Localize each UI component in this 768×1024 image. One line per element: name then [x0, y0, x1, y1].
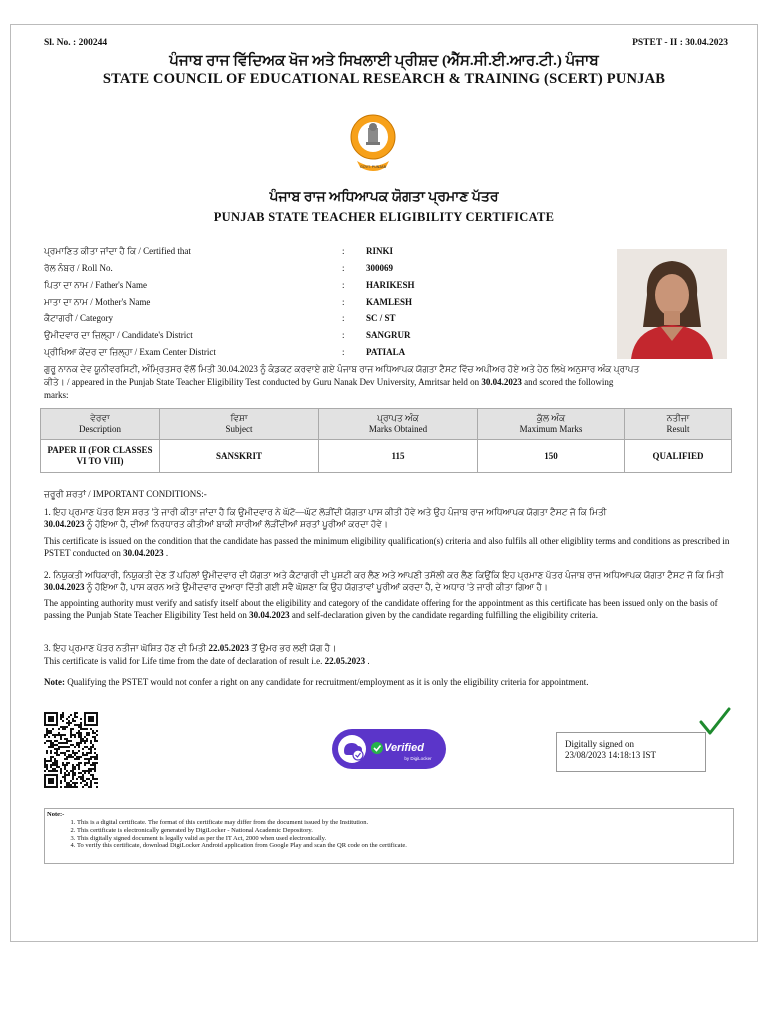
statement-english: ਕੀਤੇ। / appeared in the Punjab State Teacher Eligibility Test conducted by Guru Nanak Dev University, Amritsar held on 30.04.2023 and scored the following [44, 377, 614, 387]
list-item: 1. This is a digital certificate. The format of this certificate may differ from the document issued by the Institution. [77, 819, 407, 827]
svg-text:GOVT. PUNJAB: GOVT. PUNJAB [360, 165, 386, 169]
digital-signature-box: Digitally signed on 23/08/2023 14:18:13 IST [556, 732, 706, 772]
condition-1-english: This certificate is issued on the condition that the candidate has passed the minimum eligibility qualification(s) criteria and also fulfils all other eligiblity terms and conditions as prescribed in PSTET conducted on 30.04.2023 . [44, 536, 730, 558]
info-row-category: ਕੈਟਾਗਰੀ / Category : SC / ST [44, 313, 396, 323]
col-maximum-marks: ਕੁੱਲ ਅੰਕ Maximum Marks [478, 409, 625, 440]
serial-number: Sl. No. : 200244 [44, 38, 108, 48]
svg-text:Verified: Verified [384, 742, 424, 754]
subject: SANSKRIT [160, 440, 319, 473]
maximum-marks: 150 [478, 440, 625, 473]
col-description: ਵੇਰਵਾ Description [41, 409, 160, 440]
col-marks-obtained: ਪ੍ਰਾਪਤ ਅੰਕ Marks Obtained [319, 409, 478, 440]
table-header-row [41, 409, 732, 440]
col-subject: ਵਿਸ਼ਾ Subject [160, 409, 319, 440]
info-row-district: ਉਮੀਦਵਾਰ ਦਾ ਜ਼ਿਲ੍ਹਾ / Candidate's District : SANGRUR [44, 330, 411, 340]
eligibility-note: Note: Qualifying the PSTET would not confer a right on any candidate for recruitment/employment as it is only the eligibility criteria for appointment. [44, 677, 589, 687]
list-item: 4. To verify this certificate, download DigiLocker Android application from Google Play and scan the QR code on the certificate. [77, 842, 407, 850]
list-item: 3. This digitally signed document is legally valid as per the IT Act, 2000 when used electronically. [77, 835, 407, 843]
council-title-punjabi: ਪੰਜਾਬ ਰਾਜ ਵਿੱਦਿਅਕ ਖੋਜ ਅਤੇ ਸਿਖਲਾਈ ਪ੍ਰੀਸ਼ਦ (ਐੱਸ.ਸੀ.ਈ.ਆਰ.ਟੀ.) ਪੰਜਾਬ [169, 53, 599, 69]
paper-description: PAPER II (FOR CLASSES VI TO VIII) [41, 440, 160, 473]
condition-2-punjabi: 2. ਨਿਯੁਕਤੀ ਅਧਿਕਾਰੀ, ਨਿਯੁਕਤੀ ਦੇਣ ਤੋਂ ਪਹਿਲਾਂ ਉਮੀਦਵਾਰ ਦੀ ਯੋਗਤਾ ਅਤੇ ਕੈਟਾਗਰੀ ਦੀ ਪੁਸ਼ਟੀ ਕਰ ਲੈਣ ਅਤੇ ਆਪਣੀ ਤਸੱਲੀ ਕਰ ਲੈਣ ਕਿਉਂਕਿ ਇਹ ਪ੍ਰਮਾਣ ਪੱਤਰ ਪੰਜਾਬ ਰਾਜ ਅਧਿਆਪਕ ਯੋਗਤਾ ਟੈਸਟ ਜੋ ਕਿ ਮਿਤੀ 30.04.2023 ਨੂੰ ਹੋਇਆ ਹੈ, ਪਾਸ ਕਰਨ ਅਤੇ ਉਮੀਦਵਾਰ ਦੁਆਰਾ ਦਿੱਤੀ ਗਈ ਸਵੈ ਘੋਸ਼ਣਾ ਕਿ ਉਹ ਯੋਗਤਾਵਾਂ ਪੂਰੀਆਂ ਕਰਦਾ ਹੈ, ਦੇ ਅਧਾਰ 'ਤੇ ਜਾਰੀ ਕੀਤਾ ਗਿਆ ਹੈ। [44, 570, 724, 592]
roll-number: 300069 [366, 263, 393, 273]
table-row [41, 440, 732, 473]
candidate-name: RINKI [366, 246, 394, 256]
svg-text:by DigiLocker: by DigiLocker [404, 756, 432, 761]
condition-3-punjabi: 3. ਇਹ ਪ੍ਰਮਾਣ ਪੱਤਰ ਨਤੀਜਾ ਘੋਸ਼ਿਤ ਹੋਣ ਦੀ ਮਿਤੀ 22.05.2023 ਤੋਂ ਉਮਰ ਭਰ ਲਈ ਯੋਗ ਹੈ। [44, 643, 337, 653]
mother-name: KAMLESH [366, 297, 413, 307]
digital-certificate-notes: Note:- 1. This is a digital certificate. The format of this certificate may differ from the document issued by the Institution. 2. This certificate is electronically generated by DigiLocker - National Academic Depository. 3. This digitally signed document is legally valid as per the IT Act, 2000 when used electronically. 4. To verify this certificate, download DigiLocker Android application from Google Play and scan the QR code on the certificate. [44, 808, 734, 864]
certificate-title-punjabi: ਪੰਜਾਬ ਰਾਜ ਅਧਿਆਪਕ ਯੋਗਤਾ ਪ੍ਰਮਾਣ ਪੱਤਰ [269, 190, 499, 205]
candidate-photo [617, 249, 727, 359]
candidate-district: SANGRUR [366, 330, 411, 340]
punjab-emblem [349, 97, 397, 185]
father-name: HARIKESH [366, 280, 415, 290]
info-row-certified: ਪ੍ਰਮਾਣਿਤ ਕੀਤਾ ਜਾਂਦਾ ਹੈ ਕਿ / Certified that : RINKI [44, 246, 394, 256]
condition-3-english: This certificate is valid for Life time from the date of declaration of result i.e. 22.05.2023 . [44, 656, 370, 666]
qr-code[interactable] [44, 712, 98, 788]
marks-obtained: 115 [319, 440, 478, 473]
conditions-heading: ਜ਼ਰੂਰੀ ਸ਼ਰਤਾਂ / IMPORTANT CONDITIONS:- [44, 489, 207, 499]
digilocker-verified-badge[interactable] [332, 729, 446, 769]
statement-punjabi: ਗੁਰੂ ਨਾਨਕ ਦੇਵ ਯੂਨੀਵਰਸਿਟੀ, ਅੰਮ੍ਰਿਤਸਰ ਵੱਲੋਂ ਮਿਤੀ 30.04.2023 ਨੂੰ ਕੰਡਕਟ ਕਰਵਾਏ ਗਏ ਪੰਜਾਬ ਰਾਜ ਅਧਿਆਪਕ ਯੋਗਤਾ ਟੈਸਟ ਵਿੱਚ ਅਪੀਅਰ ਹੋਏ ਅਤੇ ਹੇਠ ਲਿਖੇ ਅਨੁਸਾਰ ਅੰਕ ਪ੍ਰਾਪਤ [44, 364, 640, 374]
info-row-father: ਪਿਤਾ ਦਾ ਨਾਮ / Father's Name : HARIKESH [44, 280, 415, 290]
result: QUALIFIED [625, 440, 732, 473]
col-result: ਨਤੀਜਾ Result [625, 409, 732, 440]
info-row-mother: ਮਾਤਾ ਦਾ ਨਾਮ / Mother's Name : KAMLESH [44, 297, 413, 307]
exam-center-district: PATIALA [366, 347, 406, 357]
exam-date: PSTET - II : 30.04.2023 [632, 38, 728, 48]
marks-table [40, 408, 732, 473]
info-row-roll: ਰੋਲ ਨੰਬਰ / Roll No. : 300069 [44, 263, 393, 273]
statement-english-line2: marks: [44, 390, 69, 400]
category: SC / ST [366, 313, 396, 323]
condition-2-english: The appointing authority must verify and satisfy itself about the eligibility and category of the candidate offering for the appointment as this certificate has been issued only on the basis of passing the Punjab State Teacher Eligibility Test held on 30.04.2023 and self-declaration given by the candidate regarding fulfilling the eligibility criteria. [44, 598, 718, 620]
info-row-exam-district: ਪ੍ਰੀਖਿਆ ਕੇਂਦਰ ਦਾ ਜ਼ਿਲ੍ਹਾ / Exam Center District : PATIALA [44, 347, 406, 357]
council-title-english: STATE COUNCIL OF EDUCATIONAL RESEARCH & TRAINING (SCERT) PUNJAB [102, 71, 666, 87]
condition-1-punjabi: 1. ਇਹ ਪ੍ਰਮਾਣ ਪੱਤਰ ਇਸ ਸ਼ਰਤ 'ਤੇ ਜਾਰੀ ਕੀਤਾ ਜਾਂਦਾ ਹੈ ਕਿ ਉਮੀਦਵਾਰ ਨੇ ਘੱਟੋ—ਘੱਟ ਲੋੜੀਂਦੀ ਯੋਗਤਾ ਪਾਸ ਕੀਤੀ ਹੋਵੇ ਅਤੇ ਉਹ ਪੰਜਾਬ ਰਾਜ ਅਧਿਆਪਕ ਯੋਗਤਾ ਟੈਸਟ ਜੋ ਕਿ ਮਿਤੀ 30.04.2023 ਨੂੰ ਹੋਇਆ ਹੈ, ਦੀਆਂ ਨਿਰਧਾਰਤ ਕੀਤੀਆਂ ਬਾਕੀ ਸਾਰੀਆਂ ਲੋੜੀਂਦੀਆਂ ਸ਼ਰਤਾਂ ਪੂਰੀਆਂ ਕਰਦਾ ਹੋਵੇ। [44, 507, 607, 529]
certificate-title-english: PUNJAB STATE TEACHER ELIGIBILITY CERTIFICATE [213, 210, 555, 224]
list-item: 2. This certificate is electronically generated by DigiLocker - National Academic Depository. [77, 827, 407, 835]
